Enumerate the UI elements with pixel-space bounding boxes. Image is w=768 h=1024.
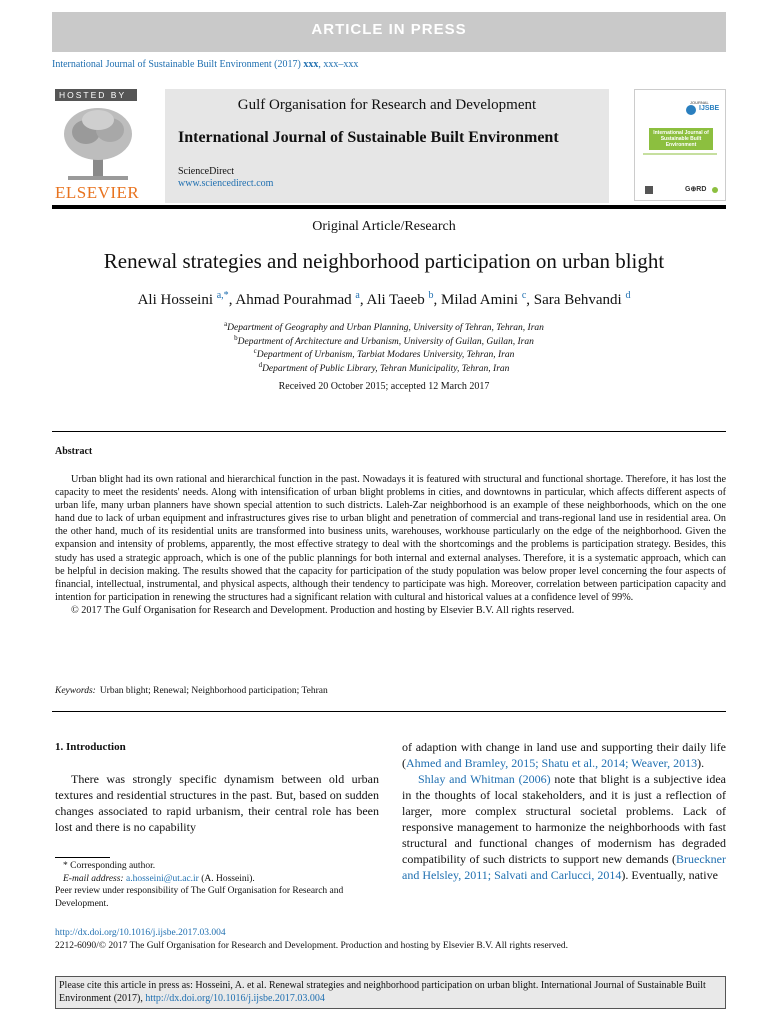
received-dates: Received 20 October 2015; accepted 12 March 2017 <box>278 381 490 392</box>
author-separator: , <box>433 292 441 308</box>
citation-link[interactable]: Ahmed and Bramley, 2015; Shatu et al., 2014; Weaver, 2013 <box>406 756 698 770</box>
keywords-text: Urban blight; Renewal; Neighborhood participation; Tehran <box>99 686 328 696</box>
citation-doi-link[interactable]: http://dx.doi.org/10.1016/j.ijsbe.2017.03.004 <box>145 993 325 1004</box>
text-run: note that blight is a subjective idea in the thoughts of local stakeholders, and it is just a reflection of larger, more complex structural societal problems. Lack of responsive management to harmonize the neighborhoods with fast structural and functional changes of modernism has degraded compatibility of such districts to support new demands ( <box>402 772 726 866</box>
journal-ref-text: International Journal of Sustainable Built Environment (2017) <box>52 59 304 70</box>
author-affiliation-marker[interactable]: c <box>521 290 527 301</box>
paragraph: There was strongly specific dynamism between old urban textures and residential structures in the past. But, based on sudden changes associated to rapid urbanism, their central role has been lost and there is no capability <box>55 772 379 834</box>
author-separator: , <box>526 292 534 308</box>
citation-link[interactable]: Shlay and Whitman (2006) <box>418 772 551 786</box>
author-name: Sara Behvandi <box>533 292 622 308</box>
peer-review-note: Peer review under responsibility of The Gulf Organisation for Research and Development. <box>55 886 344 909</box>
text-run: of adaption with change in land use and supporting their daily life ( <box>402 740 726 770</box>
issn-copyright-line: 2212-6090/© 2017 The Gulf Organisation for Research and Development. Production and hosting by Elsevier B.V. All rights reserved. <box>55 941 569 951</box>
author-name: Ali Taeeb <box>366 292 425 308</box>
abstract-top-rule <box>52 431 726 432</box>
corresponding-author-note: * Corresponding author. <box>63 861 156 871</box>
article-in-press-banner: ARTICLE IN PRESS <box>52 12 726 52</box>
paragraph <box>402 739 726 771</box>
elsevier-logo-text: ELSEVIER <box>55 183 140 202</box>
affiliation-marker: d <box>258 361 263 369</box>
cover-badge-small: JOURNAL <box>690 100 709 105</box>
cover-badge: IJSBE <box>699 105 720 112</box>
affiliation-text: Department of Urbanism, Tarbiat Modares University, Tehran, Iran <box>256 350 515 361</box>
citation-link[interactable]: Brueckner and Helsley, 2011; Salvati and Carlucci, 2014 <box>402 852 726 882</box>
author-name: Ahmad Pourahmad <box>235 292 352 308</box>
article-type: Original Article/Research <box>312 219 456 234</box>
footnote-rule <box>55 857 110 858</box>
affiliation-marker: b <box>234 334 238 342</box>
affiliation-marker: a <box>224 320 228 328</box>
author-list <box>0 290 768 309</box>
affiliation-text: Department of Geography and Urban Planning, University of Tehran, Tehran, Iran <box>227 323 544 334</box>
affiliation-text: Department of Architecture and Urbanism, University of Guilan, Guilan, Iran <box>237 337 534 348</box>
affiliation-d <box>0 361 768 374</box>
sciencedirect-label: ScienceDirect <box>178 166 235 177</box>
abstract-copyright: © 2017 The Gulf Organisation for Research and Development. Production and hosting by Elsevier B.V. All rights reserved. <box>71 604 575 616</box>
email-note <box>55 873 385 886</box>
author-affiliation-marker[interactable]: d <box>625 290 631 301</box>
citation-text: Please cite this article in press as: Hosseini, A. et al. Renewal strategies and neighborhood participation on urban blight. International Journal of Sustainable Built Environment (2017), <box>59 980 706 1004</box>
sciencedirect-link[interactable]: www.sciencedirect.com <box>178 178 274 189</box>
journal-ref-volume: xxx <box>303 59 319 70</box>
doi-link[interactable]: http://dx.doi.org/10.1016/j.ijsbe.2017.03.004 <box>55 928 226 938</box>
author-affiliation-marker[interactable]: b <box>428 290 434 301</box>
affiliation-b <box>0 334 768 347</box>
body-column-right <box>402 739 726 883</box>
author-separator: , <box>359 292 367 308</box>
text-run: ). Eventually, native <box>621 868 718 882</box>
text-run: ). <box>697 756 705 770</box>
header-rule <box>52 205 726 209</box>
author-name: Milad Amini <box>441 292 519 308</box>
cover-title: International Journal of Sustainable Built Environment <box>653 130 709 148</box>
author-affiliation-marker[interactable]: a,* <box>216 290 229 301</box>
affiliation-marker: c <box>253 347 257 355</box>
keywords <box>55 686 328 696</box>
email-owner: (A. Hosseini). <box>198 873 255 884</box>
journal-cover-thumbnail <box>634 89 726 201</box>
journal-title: International Journal of Sustainable Built Environment <box>178 129 559 146</box>
article-title: Renewal strategies and neighborhood participation on urban blight <box>103 249 665 273</box>
affiliation-text: Department of Public Library, Tehran Municipality, Tehran, Iran <box>262 364 510 375</box>
email-label: E-mail address: <box>63 873 124 884</box>
organisation-name: Gulf Organisation for Research and Development <box>237 97 537 113</box>
body-column-left <box>55 771 379 835</box>
abstract-text: Urban blight had its own rational and hierarchical function in the past. Nowadays it is featured with structural and functional shortage. Therefore, it has lost the capacity to meet the residents' needs. Along with intensification of urban blight problems in cities, and downtowns in particular, which affects different aspects of urban life, many urban planners have shown special attention to such districts. Laleh-Zar neighborhood is an example of these neighborhoods, which on the one hand due to lack of urban equipment and infrastructures gives rise to urban blight and penetration of commercial and trans-regional land use in residential area. On the other hand, much of its residential units are transformed into business units, warehouses, workhouse particularly on the edge of the neighborhood. Given the expansion and intensity of problems, apparently, the most effective strategy to deal with the shortcomings and the problems is participation strategy. Besides, this study has used a strategic approach, which is one of the public plannings for both internal and external analyses. Therefore, it is a systematic approach, which can be helpful in decision making. The results showed that the capacity for participation of the study population was below proper level concerning the four aspects of financial, intellectual, instrumental, and physical aspects, although their tendency to participate was high. Moreover, correlation between participation capacity and intention for participation in renewing the structures had a significant relation with cultural and historical values at a confidence level of 99%. <box>55 474 726 603</box>
author-name: Ali Hosseini <box>137 292 213 308</box>
keywords-label: Keywords: <box>55 686 96 696</box>
elsevier-tree-logo <box>58 104 138 184</box>
journal-reference[interactable] <box>52 59 358 70</box>
hosted-by-label: HOSTED BY <box>55 89 137 101</box>
cover-gord-logo: G⊕RD <box>685 186 707 193</box>
affiliation-a <box>0 320 768 333</box>
abstract-heading: Abstract <box>55 446 93 457</box>
paragraph <box>402 771 726 883</box>
journal-ref-pages: , xxx–xxx <box>318 59 359 70</box>
abstract-body <box>55 473 726 617</box>
footnotes <box>55 860 385 910</box>
affiliation-c <box>0 347 768 360</box>
author-separator: , <box>228 292 236 308</box>
citation-box <box>55 976 726 1009</box>
section-heading-introduction: 1. Introduction <box>55 741 126 753</box>
abstract-bottom-rule <box>52 711 726 712</box>
email-link[interactable]: a.hosseini@ut.ac.ir <box>125 873 199 884</box>
author-affiliation-marker[interactable]: a <box>355 290 360 301</box>
